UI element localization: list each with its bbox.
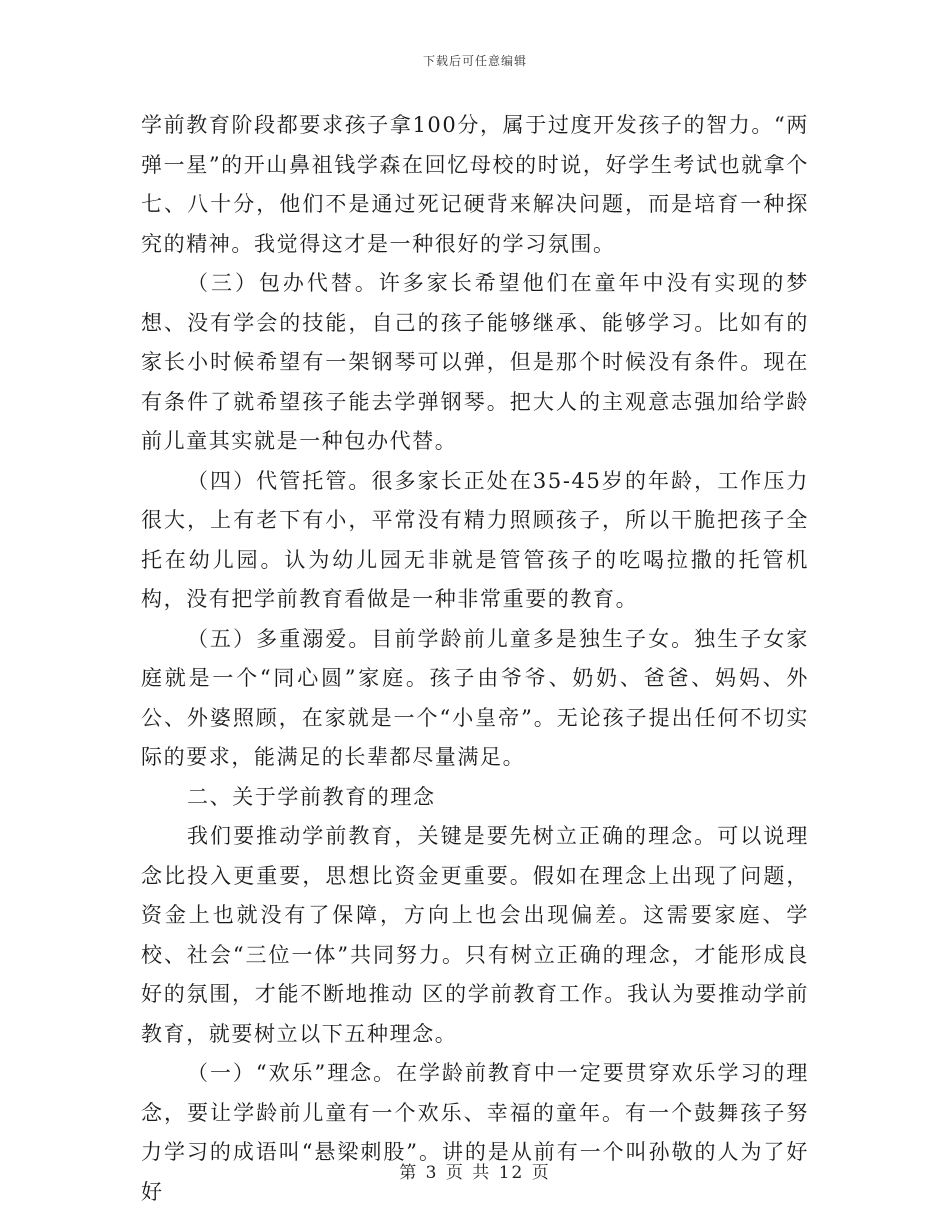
paragraph: （五）多重溺爱。目前学龄前儿童多是独生子女。独生子女家庭就是一个“同心圆”家庭。孩子由爷爷、奶奶、爸爸、妈妈、外公、外婆照顾，在家就是一个“小皇帝”。无论孩子提出任何不切实际的要求，能满足的长辈都尽量满足。 xyxy=(141,626,809,769)
section-heading: 二、关于学前教育的理念 xyxy=(187,784,436,809)
page-header: 下载后可任意编辑 xyxy=(422,54,527,68)
page-footer: 第 3 页 共 12 页 xyxy=(399,1163,551,1183)
paragraph: （一）“欢乐”理念。在学龄前教育中一定要贯穿欢乐学习的理念，要让学龄前儿童有一个欢乐、幸福的童年。有一个鼓舞孩子努力学习的成语叫“悬梁刺股”。讲的是从前有一个叫孙敬的人为了好好 xyxy=(141,1061,809,1204)
paragraph: 学前教育阶段都要求孩子拿100分，属于过度开发孩子的智力。“两弹一星”的开山鼻祖钱学森在回忆母校的时说，好学生考试也就拿个七、八十分，他们不是通过死记硬背来解决问题，而是培育一种探究的精神。我觉得这才是一种很好的学习氛围。 xyxy=(141,113,809,256)
document-body xyxy=(141,106,809,1212)
paragraph: （三）包办代替。许多家长希望他们在童年中没有实现的梦想、没有学会的技能，自己的孩子能够继承、能够学习。比如有的家长小时候希望有一架钢琴可以弹，但是那个时候没有条件。现在有条件了就希望孩子能去学弹钢琴。把大人的主观意志强加给学龄前儿童其实就是一种包办代替。 xyxy=(141,271,809,453)
paragraph: 我们要推动学前教育，关键是要先树立正确的理念。可以说理念比投入更重要，思想比资金更重要。假如在理念上出现了问题，资金上也就没有了保障，方向上也会出现偏差。这需要家庭、学校、社会“三位一体”共同努力。只有树立正确的理念，才能形成良好的氛围，才能不断地推动 区的学前教育工作。我认为要推动学前教育，就要树立以下五种理念。 xyxy=(141,824,809,1046)
paragraph: （四）代管托管。很多家长正处在35-45岁的年龄，工作压力很大，上有老下有小，平常没有精力照顾孩子，所以干脆把孩子全托在幼儿园。认为幼儿园无非就是管管孩子的吃喝拉撒的托管机构，没有把学前教育看做是一种非常重要的教育。 xyxy=(141,468,809,611)
